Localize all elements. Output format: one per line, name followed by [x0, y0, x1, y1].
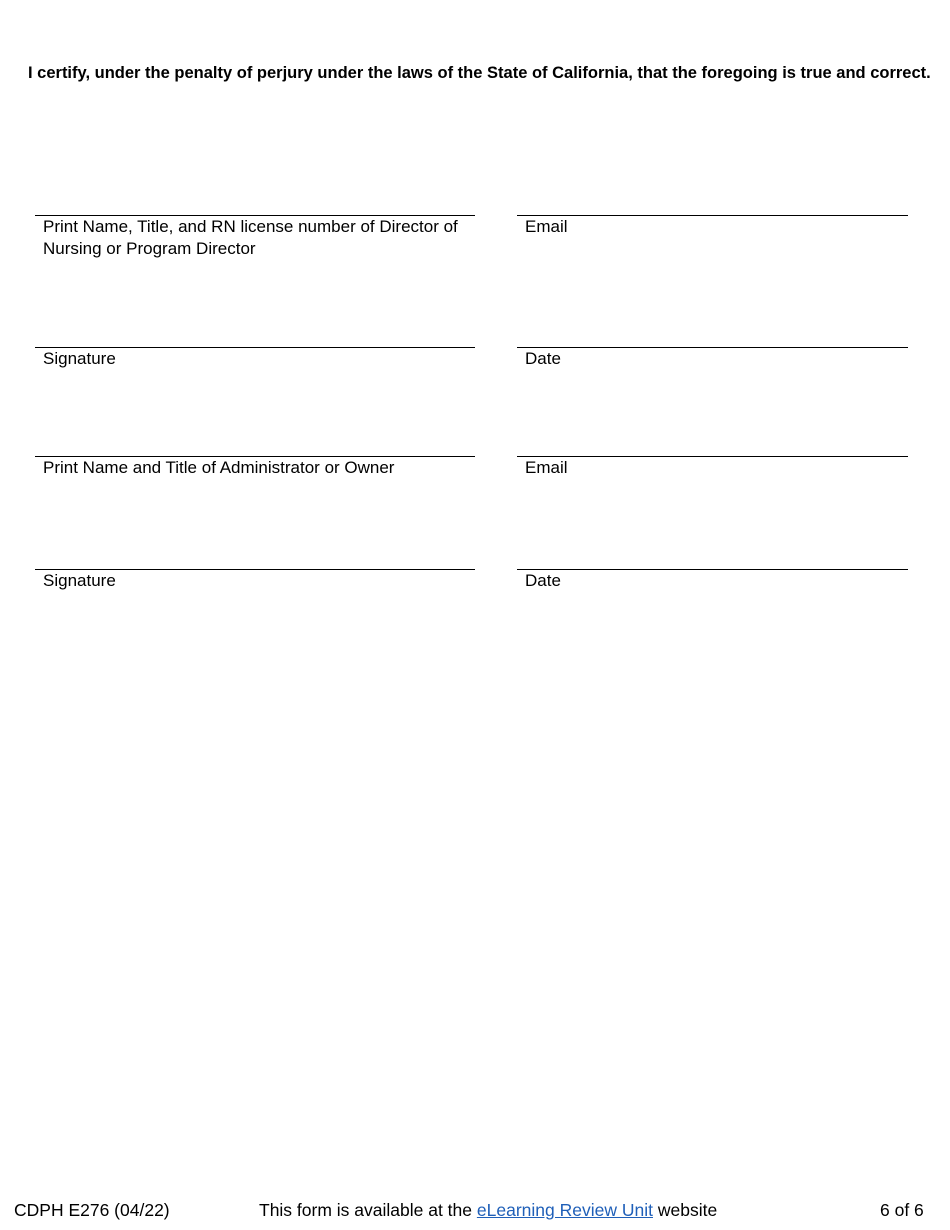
admin-date-field[interactable]	[517, 569, 908, 592]
don-name-field[interactable]	[35, 215, 475, 260]
admin-name-field[interactable]	[35, 456, 475, 479]
don-signature-field[interactable]	[35, 347, 475, 370]
admin-name-label: Print Name and Title of Administrator or Owner	[43, 458, 395, 477]
availability-prefix: This form is available at the	[259, 1200, 473, 1220]
elearning-review-unit-link[interactable]: eLearning Review Unit	[476, 1200, 653, 1220]
admin-email-label: Email	[525, 458, 568, 477]
don-signature-label: Signature	[43, 349, 116, 368]
don-email-label: Email	[525, 217, 568, 236]
certification-statement: I certify, under the penalty of perjury under the laws of the State of California, that the foregoing is true and correct.	[28, 64, 931, 82]
admin-email-field[interactable]	[517, 456, 908, 479]
don-date-field[interactable]	[517, 347, 908, 370]
don-date-label: Date	[525, 349, 561, 368]
admin-signature-label: Signature	[43, 571, 116, 590]
page-number: 6 of 6	[880, 1200, 924, 1220]
admin-signature-field[interactable]	[35, 569, 475, 592]
footer-availability	[259, 1199, 717, 1221]
form-id: CDPH E276 (04/22)	[14, 1200, 170, 1220]
don-email-field[interactable]	[517, 215, 908, 238]
admin-date-label: Date	[525, 571, 561, 590]
don-name-label: Print Name, Title, and RN license number of Director of Nursing or Program Director	[43, 217, 458, 258]
availability-suffix: website	[657, 1200, 718, 1220]
